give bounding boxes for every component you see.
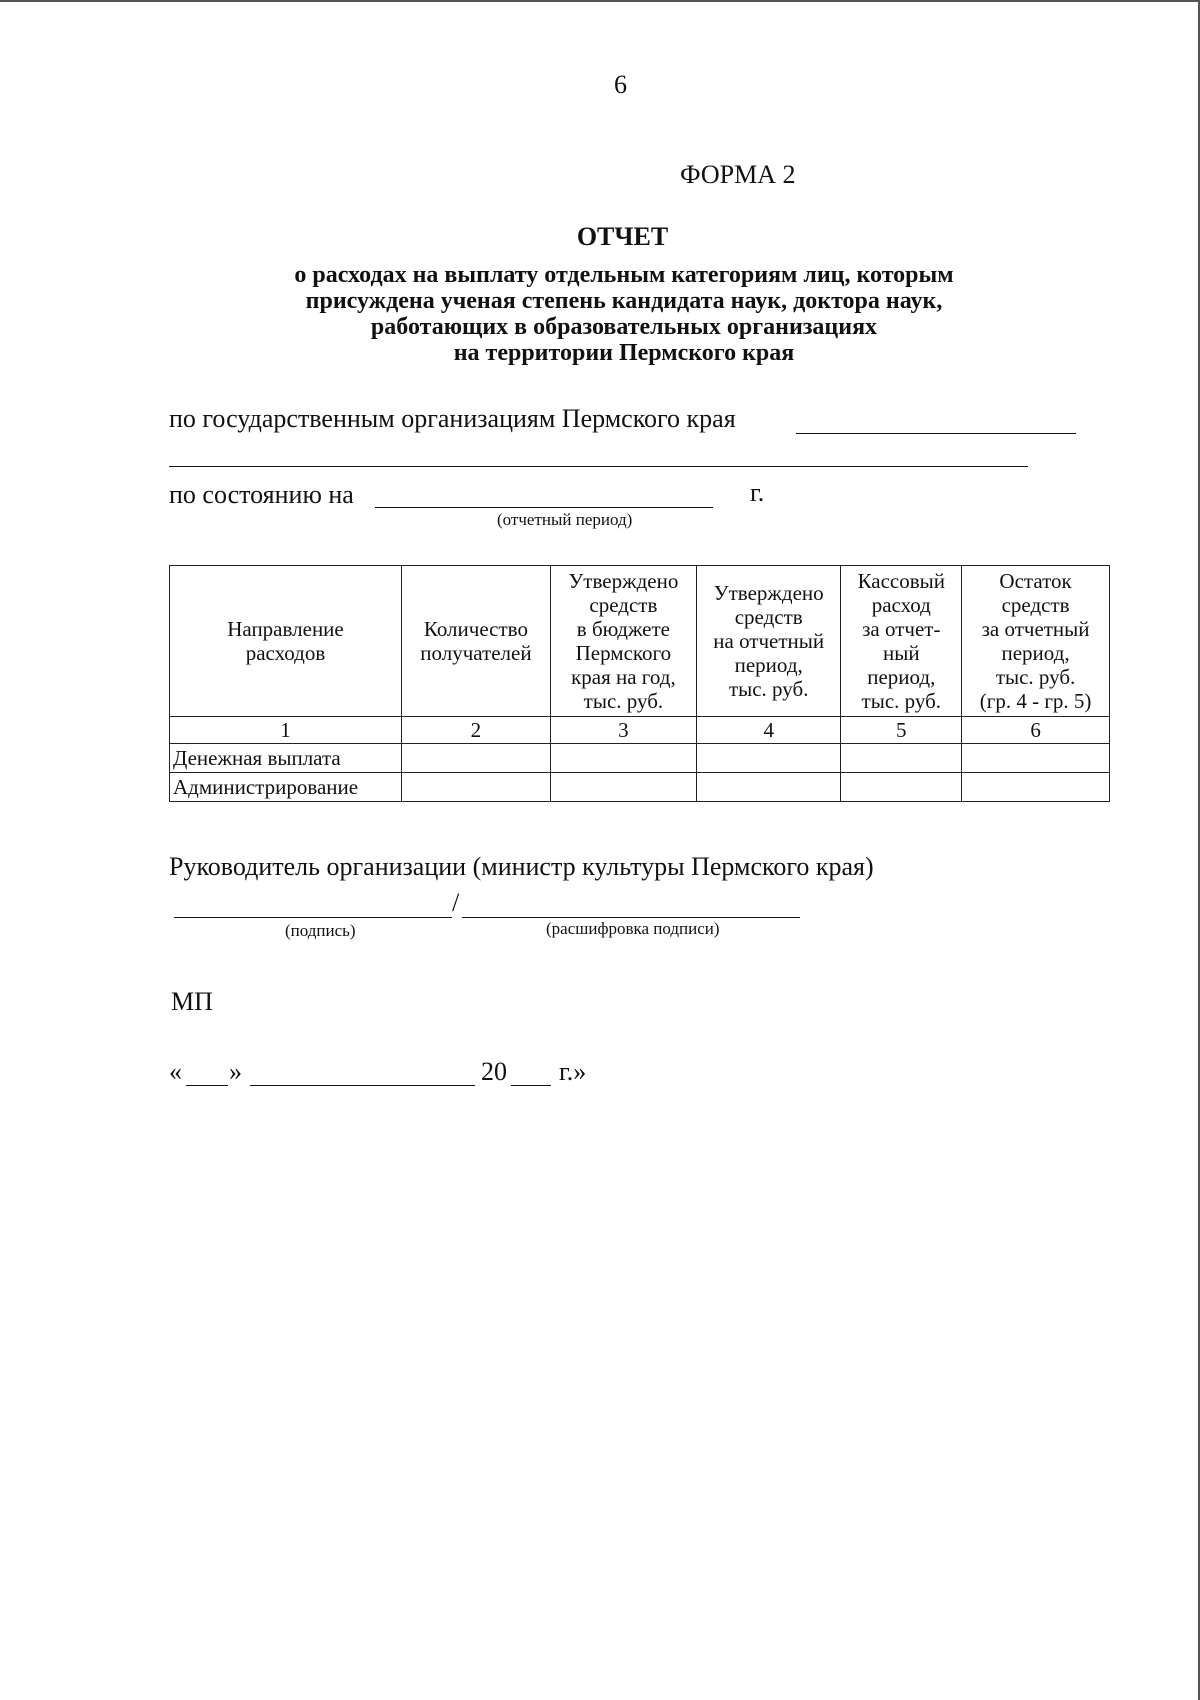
header-budget-year: Утверждено средств в бюджете Пермского края на год, тыс. руб. [550, 566, 696, 717]
subtitle-line: работающих в образовательных организациях [370, 314, 878, 340]
subtitle-line: на территории Пермского края [453, 340, 795, 366]
year-suffix: г.» [559, 1057, 587, 1086]
signature-decode-field[interactable] [462, 917, 800, 918]
signature-hint: (подпись) [285, 921, 356, 940]
header-balance: Остаток средств за отчетный период, тыс. руб. (гр. 4 - гр. 5) [962, 566, 1110, 717]
column-number: 6 [962, 717, 1110, 744]
page-number: 6 [614, 70, 627, 99]
document-title: ОТЧЕТ [576, 222, 669, 251]
table-cell[interactable] [962, 744, 1110, 773]
table-row [170, 773, 1110, 802]
column-number: 5 [841, 717, 962, 744]
table-cell[interactable] [401, 773, 550, 802]
table-row [170, 744, 1110, 773]
org-line-label: по государственным организациям Пермского края [169, 404, 736, 433]
year-prefix: 20 [481, 1057, 507, 1086]
document-subtitle [200, 262, 1048, 366]
table-cell[interactable] [841, 744, 962, 773]
org-name-field[interactable] [796, 433, 1076, 434]
subtitle-line: присуждена ученая степень кандидата наук, доктора наук, [305, 288, 943, 314]
scan-border-top [0, 0, 1200, 2]
date-line-suffix: г. [750, 478, 765, 507]
header-approved-period: Утверждено средств на отчетный период, тыс. руб. [696, 566, 840, 717]
column-number: 1 [170, 717, 402, 744]
row-label: Администрирование [170, 773, 402, 802]
date-line-label: по состоянию на [169, 480, 354, 509]
month-field[interactable] [250, 1085, 475, 1086]
signature-slash: / [452, 888, 460, 917]
year-field[interactable] [511, 1085, 551, 1086]
signature-decode-hint: (расшифровка подписи) [546, 919, 720, 938]
header-recipients: Количество получателей [401, 566, 550, 717]
signature-heading: Руководитель организации (министр культуры Пермского края) [169, 852, 874, 881]
table-cell[interactable] [401, 744, 550, 773]
column-number: 4 [696, 717, 840, 744]
table-cell[interactable] [841, 773, 962, 802]
reporting-period-hint: (отчетный период) [497, 510, 633, 529]
column-number: 2 [401, 717, 550, 744]
reporting-date-field[interactable] [375, 507, 713, 508]
subtitle-line: о расходах на выплату отдельным категориям лиц, которым [294, 262, 954, 288]
row-label: Денежная выплата [170, 744, 402, 773]
header-direction: Направление расходов [170, 566, 402, 717]
column-number-row [170, 717, 1110, 744]
table-cell[interactable] [550, 773, 696, 802]
table-cell[interactable] [550, 744, 696, 773]
date-close-quote: » [229, 1057, 242, 1086]
signature-field[interactable] [174, 917, 452, 918]
table-header-row [170, 566, 1110, 717]
table-cell[interactable] [962, 773, 1110, 802]
day-field[interactable] [186, 1085, 228, 1086]
header-cash-expense: Кассовый расход за отчет- ный период, тыс. руб. [841, 566, 962, 717]
expense-report-table [169, 565, 1110, 802]
org-name-field-continued[interactable] [169, 466, 1028, 467]
form-label: ФОРМА 2 [680, 160, 796, 189]
column-number: 3 [550, 717, 696, 744]
date-open-quote: « [169, 1057, 182, 1086]
table-cell[interactable] [696, 773, 840, 802]
stamp-label: МП [171, 987, 213, 1016]
table-cell[interactable] [696, 744, 840, 773]
